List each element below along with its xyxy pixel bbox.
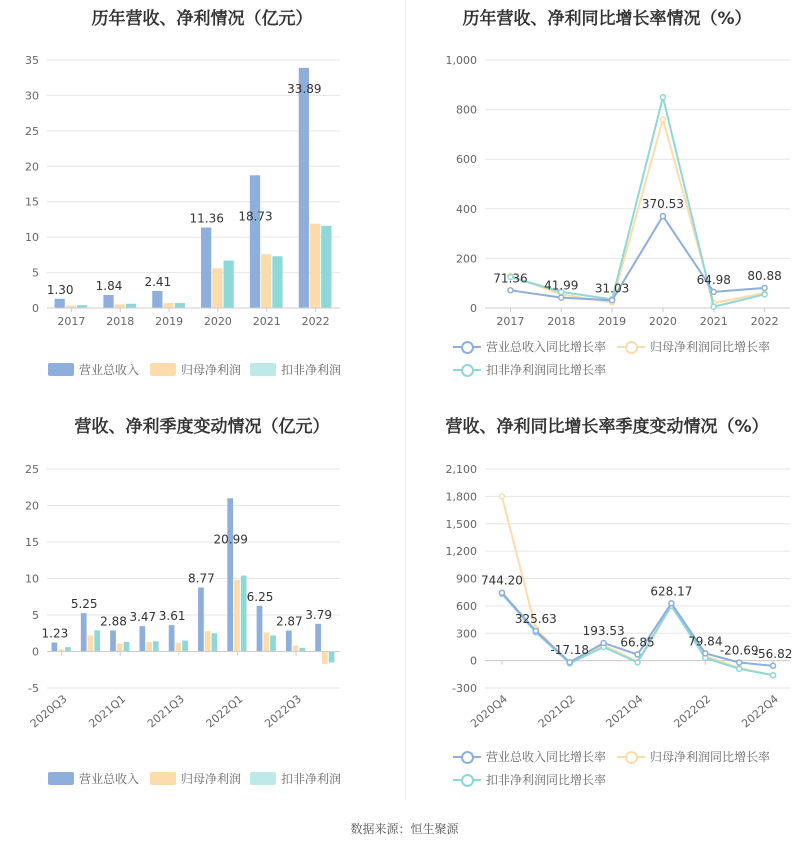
bar <box>163 303 173 308</box>
bar <box>261 254 271 308</box>
legend <box>405 338 809 378</box>
x-tick-label: 2020Q3 <box>27 692 70 731</box>
y-tick-label: 900 <box>456 572 477 586</box>
data-label: 33.89 <box>287 81 322 96</box>
bar <box>139 626 145 651</box>
y-tick-label: 1,200 <box>445 545 477 559</box>
y-tick-label: 1,800 <box>445 490 477 504</box>
bar <box>198 587 204 651</box>
bar <box>263 633 269 652</box>
chart-title: 营收、净利季度变动情况（亿元） <box>74 417 330 437</box>
data-label: -20.69 <box>719 643 759 658</box>
y-tick-label: 0 <box>470 654 477 668</box>
data-label: 2.87 <box>275 614 303 629</box>
data-label: 79.84 <box>688 634 723 649</box>
bar <box>65 647 71 651</box>
y-tick-label: -5 <box>28 682 39 695</box>
x-tick-label: 2022 <box>750 315 779 328</box>
data-label: 1.30 <box>46 282 74 297</box>
annual-revenue-chart <box>0 0 404 400</box>
bar <box>241 576 247 652</box>
legend-revenue[interactable]: 营业总收入 <box>48 361 139 378</box>
bar <box>175 643 181 652</box>
x-tick-label: 2022Q3 <box>262 692 304 731</box>
data-point <box>762 292 767 297</box>
legend-swatch <box>48 772 74 785</box>
x-tick-label: 2021Q1 <box>86 692 129 731</box>
panel-quarterly-growth <box>405 405 809 805</box>
data-label: 3.47 <box>129 610 157 625</box>
data-label: 2.88 <box>100 614 127 629</box>
y-tick-label: -300 <box>452 682 477 695</box>
x-tick-label: 2022Q1 <box>203 692 246 731</box>
legend-swatch <box>453 340 481 353</box>
panel-annual-growth <box>405 0 809 400</box>
data-label: 41.99 <box>544 278 579 293</box>
x-tick-label: 2017 <box>496 315 525 328</box>
bar <box>175 303 185 308</box>
data-point <box>635 660 640 665</box>
bar <box>110 630 116 651</box>
bar <box>270 635 276 651</box>
data-label: 1.23 <box>41 626 69 641</box>
bar <box>322 652 328 664</box>
x-tick-label: 2017 <box>57 315 86 328</box>
y-tick-label: 2,100 <box>445 463 477 476</box>
chart-title: 历年营收、净利情况（亿元） <box>91 9 313 29</box>
legend-deducted-profit[interactable]: 扣非净利润 <box>250 770 341 787</box>
bar <box>293 646 299 652</box>
bar <box>329 652 335 663</box>
y-tick-label: 15 <box>25 536 39 549</box>
x-tick-label: 2019 <box>155 315 184 328</box>
data-label: 3.79 <box>305 607 332 622</box>
y-tick-label: 1,500 <box>445 517 477 531</box>
bar <box>103 295 113 308</box>
y-tick-label: 600 <box>456 599 477 613</box>
bar <box>212 268 222 308</box>
y-tick-label: 15 <box>25 195 39 209</box>
data-point <box>660 95 665 100</box>
data-point <box>601 640 606 645</box>
data-label: 6.25 <box>246 589 274 604</box>
x-tick-label: 2018 <box>106 315 135 328</box>
data-point <box>533 628 538 633</box>
x-tick-label: 2021 <box>252 315 281 328</box>
data-label: -17.18 <box>550 643 590 658</box>
x-tick-label: 2021Q4 <box>603 692 646 731</box>
data-label: 80.88 <box>747 268 782 283</box>
quarterly-revenue-chart <box>0 405 404 805</box>
bar <box>250 175 260 308</box>
legend-deducted-profit[interactable]: 扣非净利润 <box>250 361 341 378</box>
y-tick-label: 25 <box>25 124 39 138</box>
data-point <box>499 590 504 595</box>
y-tick-label: 30 <box>25 89 39 103</box>
bar <box>272 256 282 308</box>
legend-swatch <box>453 773 481 786</box>
data-label: 2.41 <box>144 274 172 289</box>
x-tick-label: 2021Q2 <box>535 692 578 731</box>
bar <box>169 625 175 651</box>
bar <box>315 624 321 652</box>
y-tick-label: 25 <box>25 463 39 476</box>
data-label: 3.61 <box>158 609 186 624</box>
data-point <box>660 214 665 219</box>
legend-swatch <box>250 772 276 785</box>
y-tick-label: 0 <box>470 302 477 315</box>
legend <box>405 748 809 788</box>
y-tick-label: 10 <box>25 231 39 245</box>
data-point <box>559 295 564 300</box>
data-point <box>567 660 572 665</box>
data-label: 11.36 <box>189 211 224 226</box>
y-tick-label: 0 <box>32 302 39 315</box>
data-label: 5.25 <box>70 597 98 612</box>
data-label: 193.53 <box>582 623 625 638</box>
bar <box>52 643 58 652</box>
legend-swatch <box>453 363 481 376</box>
bar <box>234 580 240 652</box>
bar <box>205 631 211 651</box>
y-tick-label: 200 <box>456 252 477 266</box>
quarterly-growth-chart <box>405 405 809 805</box>
bar <box>257 606 263 652</box>
y-tick-label: 5 <box>32 266 39 280</box>
data-point <box>669 601 674 606</box>
bar <box>227 498 233 651</box>
x-tick-label: 2020Q4 <box>468 692 510 731</box>
legend-deducted-growth[interactable]: 扣非净利润同比增长率 <box>453 771 606 788</box>
bar <box>88 635 94 651</box>
x-tick-label: 2018 <box>547 315 576 328</box>
legend-swatch <box>150 363 176 376</box>
data-point <box>635 652 640 657</box>
y-tick-label: 300 <box>456 627 477 641</box>
data-point <box>703 651 708 656</box>
y-tick-label: 20 <box>25 160 39 174</box>
data-label: 18.73 <box>238 209 273 224</box>
data-label: 370.53 <box>641 197 684 212</box>
chart-title: 营收、净利同比增长率季度变动情况（%） <box>445 417 769 437</box>
data-point <box>771 663 776 668</box>
y-tick-label: 20 <box>25 499 39 513</box>
data-point <box>711 289 716 294</box>
data-label: 325.63 <box>514 611 557 626</box>
y-tick-label: 35 <box>25 54 39 67</box>
panel-annual-revenue <box>0 0 404 400</box>
legend-swatch <box>617 340 645 353</box>
legend-revenue-growth[interactable]: 营业总收入同比增长率 <box>453 748 606 765</box>
data-point <box>508 288 513 293</box>
x-tick-label: 2021Q3 <box>144 692 187 731</box>
data-point <box>610 298 615 303</box>
data-point <box>762 285 767 290</box>
data-point <box>660 117 665 122</box>
legend-swatch <box>48 363 74 376</box>
bar <box>224 261 234 308</box>
bar <box>55 299 65 308</box>
legend-swatch <box>250 363 276 376</box>
y-tick-label: 1,000 <box>445 54 477 67</box>
bar <box>310 224 320 308</box>
legend-swatch <box>617 750 645 763</box>
data-point <box>737 660 742 665</box>
legend-deducted-growth[interactable]: 扣非净利润同比增长率 <box>453 361 606 378</box>
legend <box>0 770 404 790</box>
panel-quarterly-revenue <box>0 405 404 805</box>
y-tick-label: 0 <box>32 645 39 659</box>
chart-title: 历年营收、净利同比增长率情况（%） <box>462 9 752 29</box>
x-tick-label: 2020 <box>203 315 232 328</box>
bar <box>299 68 309 308</box>
y-tick-label: 10 <box>25 572 39 586</box>
x-tick-label: 2022Q4 <box>739 692 781 731</box>
x-tick-label: 2020 <box>648 315 677 328</box>
data-label: 8.77 <box>188 571 215 586</box>
data-point <box>711 304 716 309</box>
x-tick-label: 2019 <box>598 315 627 328</box>
data-label: 64.98 <box>696 272 731 287</box>
bar <box>286 631 292 652</box>
bar <box>126 304 136 308</box>
legend-net-profit[interactable]: 归母净利润 <box>150 770 241 787</box>
bar <box>117 643 123 651</box>
legend-revenue[interactable]: 营业总收入 <box>48 770 139 787</box>
legend-swatch <box>453 750 481 763</box>
data-label: 71.36 <box>493 271 528 286</box>
data-label: 31.03 <box>594 281 630 296</box>
bar <box>94 630 100 651</box>
y-tick-label: 5 <box>32 609 39 622</box>
data-label: 20.99 <box>213 532 248 547</box>
x-tick-label: 2022Q2 <box>671 692 714 731</box>
bar <box>115 304 125 308</box>
x-tick-label: 2022 <box>301 315 330 328</box>
bar <box>182 641 188 652</box>
bar <box>146 642 152 651</box>
bar <box>124 642 130 651</box>
legend-net-growth[interactable]: 归母净利润同比增长率 <box>617 748 770 765</box>
data-point <box>499 494 504 499</box>
data-point <box>771 673 776 678</box>
legend-net-profit[interactable]: 归母净利润 <box>150 361 241 378</box>
y-tick-label: 600 <box>456 153 477 167</box>
data-label: -56.82 <box>753 646 793 661</box>
data-label: 66.85 <box>620 635 655 650</box>
bar <box>152 291 162 308</box>
bar <box>81 613 87 651</box>
x-tick-label: 2021 <box>699 315 728 328</box>
legend-revenue-growth[interactable]: 营业总收入同比增长率 <box>453 338 606 355</box>
legend-swatch <box>150 772 176 785</box>
bar <box>212 633 218 651</box>
bar <box>299 648 305 652</box>
data-point <box>737 666 742 671</box>
bar <box>321 226 331 308</box>
data-label: 744.20 <box>480 573 523 588</box>
y-tick-label: 400 <box>456 202 477 216</box>
data-label: 628.17 <box>650 584 693 599</box>
y-tick-label: 800 <box>456 103 477 117</box>
legend-net-growth[interactable]: 归母净利润同比增长率 <box>617 338 770 355</box>
bar <box>153 641 159 651</box>
data-label: 1.84 <box>95 278 123 293</box>
legend <box>0 361 404 381</box>
data-source: 数据来源：恒生聚源 <box>350 822 459 836</box>
bar <box>201 228 211 308</box>
